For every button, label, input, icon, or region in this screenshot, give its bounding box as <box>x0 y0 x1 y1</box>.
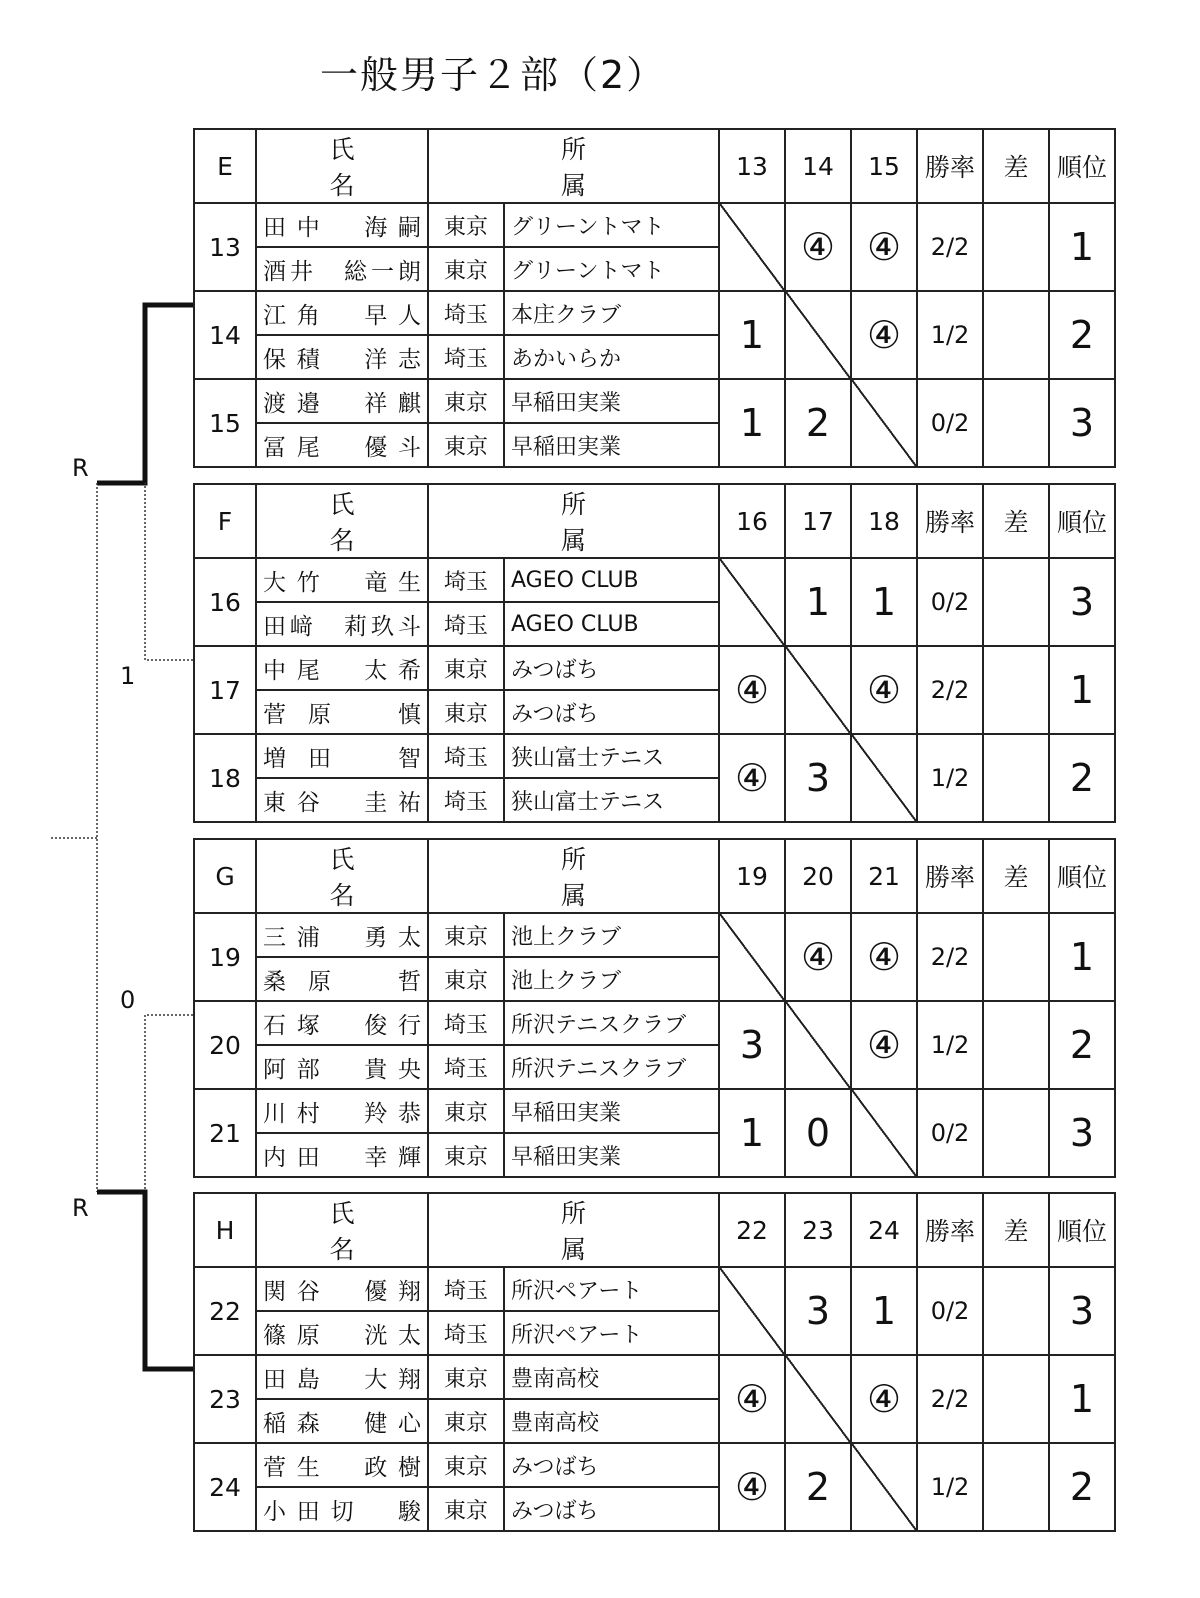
table-row <box>194 203 1115 247</box>
rank: 1 <box>1049 646 1115 734</box>
diagonal-cell <box>851 1089 917 1177</box>
entry-number: 24 <box>194 1443 256 1531</box>
rank: 3 <box>1049 1267 1115 1355</box>
prefecture: 埼玉 <box>428 1267 504 1311</box>
table-row <box>194 291 1115 335</box>
group-letter: H <box>194 1193 256 1267</box>
header-diff: 差 <box>983 129 1049 203</box>
entry-number: 21 <box>194 1089 256 1177</box>
win-rate: 0/2 <box>917 558 983 646</box>
rank: 2 <box>1049 734 1115 822</box>
win-rate: 0/2 <box>917 1267 983 1355</box>
prefecture: 東京 <box>428 1089 504 1133</box>
player-name: 菅生 政樹 <box>256 1443 428 1487</box>
header-col-num: 13 <box>719 129 785 203</box>
prefecture: 東京 <box>428 1399 504 1443</box>
match-score: 1 <box>719 291 785 379</box>
diagonal-cell <box>851 734 917 822</box>
table-row <box>194 646 1115 690</box>
table-row <box>194 734 1115 778</box>
club-name: 早稲田実業 <box>504 423 719 467</box>
club-name: 早稲田実業 <box>504 1089 719 1133</box>
group-letter: G <box>194 839 256 913</box>
player-name: 田中 海嗣 <box>256 203 428 247</box>
prefecture: 埼玉 <box>428 335 504 379</box>
header-col-num: 22 <box>719 1193 785 1267</box>
club-name: 所沢テニスクラブ <box>504 1045 719 1089</box>
game-diff <box>983 1089 1049 1177</box>
header-col-num: 17 <box>785 484 851 558</box>
win-rate: 0/2 <box>917 379 983 467</box>
rank: 3 <box>1049 1089 1115 1177</box>
diagonal-cell <box>785 291 851 379</box>
group-letter: F <box>194 484 256 558</box>
club-name: 所沢ペアート <box>504 1311 719 1355</box>
game-diff <box>983 913 1049 1001</box>
club-name: AGEO CLUB <box>504 602 719 646</box>
header-rate: 勝率 <box>917 1193 983 1267</box>
player-name: 菅原 慎 <box>256 690 428 734</box>
club-name: 狭山富士テニス <box>504 778 719 822</box>
prefecture: 東京 <box>428 247 504 291</box>
entry-number: 17 <box>194 646 256 734</box>
player-name: 稲森 健心 <box>256 1399 428 1443</box>
table-row <box>194 379 1115 423</box>
table-row <box>194 558 1115 602</box>
club-name: AGEO CLUB <box>504 558 719 602</box>
rank: 2 <box>1049 1001 1115 1089</box>
entry-number: 15 <box>194 379 256 467</box>
table-row <box>194 1001 1115 1045</box>
bracket-label-top: R <box>72 454 89 482</box>
club-name: 早稲田実業 <box>504 1133 719 1177</box>
match-score: 2 <box>785 1443 851 1531</box>
prefecture: 埼玉 <box>428 602 504 646</box>
game-diff <box>983 1355 1049 1443</box>
match-score: ④ <box>719 1355 785 1443</box>
prefecture: 東京 <box>428 203 504 247</box>
entry-number: 23 <box>194 1355 256 1443</box>
player-name: 田﨑 莉玖斗 <box>256 602 428 646</box>
club-name: グリーントマト <box>504 203 719 247</box>
group-table <box>193 1192 1116 1532</box>
header-rate: 勝率 <box>917 839 983 913</box>
game-diff <box>983 734 1049 822</box>
header-col-num: 23 <box>785 1193 851 1267</box>
diagonal-cell <box>785 646 851 734</box>
bracket-lines <box>0 0 200 1598</box>
group-table <box>193 838 1116 1178</box>
bracket-label-bottom: R <box>72 1194 89 1222</box>
header-col-num: 19 <box>719 839 785 913</box>
game-diff <box>983 1443 1049 1531</box>
match-score: 3 <box>719 1001 785 1089</box>
win-rate: 1/2 <box>917 734 983 822</box>
rank: 1 <box>1049 913 1115 1001</box>
diagonal-cell <box>785 1355 851 1443</box>
header-col-num: 18 <box>851 484 917 558</box>
rank: 2 <box>1049 291 1115 379</box>
rank: 2 <box>1049 1443 1115 1531</box>
header-col-num: 15 <box>851 129 917 203</box>
prefecture: 東京 <box>428 913 504 957</box>
win-rate: 2/2 <box>917 913 983 1001</box>
match-score: ④ <box>785 913 851 1001</box>
header-col-num: 16 <box>719 484 785 558</box>
diagonal-cell <box>851 379 917 467</box>
club-name: みつばち <box>504 646 719 690</box>
entry-number: 14 <box>194 291 256 379</box>
player-name: 阿部 貴央 <box>256 1045 428 1089</box>
club-name: 所沢ペアート <box>504 1267 719 1311</box>
page-title: 一般男子２部（2） <box>320 53 667 97</box>
match-score: ④ <box>851 1355 917 1443</box>
prefecture: 埼玉 <box>428 558 504 602</box>
player-name: 川村 羚恭 <box>256 1089 428 1133</box>
player-name: 冨尾 優斗 <box>256 423 428 467</box>
header-diff: 差 <box>983 839 1049 913</box>
match-score: 1 <box>851 558 917 646</box>
prefecture: 東京 <box>428 1443 504 1487</box>
header-diff: 差 <box>983 1193 1049 1267</box>
match-score: 1 <box>719 1089 785 1177</box>
club-name: グリーントマト <box>504 247 719 291</box>
game-diff <box>983 379 1049 467</box>
match-score: ④ <box>719 734 785 822</box>
match-score: 1 <box>719 379 785 467</box>
club-name: 本庄クラブ <box>504 291 719 335</box>
club-name: 豊南高校 <box>504 1355 719 1399</box>
header-affiliation: 所 属 <box>428 1193 719 1267</box>
entry-number: 19 <box>194 913 256 1001</box>
entry-number: 22 <box>194 1267 256 1355</box>
player-name: 小田切 駿 <box>256 1487 428 1531</box>
prefecture: 埼玉 <box>428 734 504 778</box>
club-name: あかいらか <box>504 335 719 379</box>
header-diff: 差 <box>983 484 1049 558</box>
prefecture: 埼玉 <box>428 778 504 822</box>
group-letter: E <box>194 129 256 203</box>
game-diff <box>983 1267 1049 1355</box>
club-name: 早稲田実業 <box>504 379 719 423</box>
match-score: ④ <box>719 1443 785 1531</box>
prefecture: 東京 <box>428 1487 504 1531</box>
win-rate: 2/2 <box>917 203 983 291</box>
diagonal-cell <box>719 558 785 646</box>
club-name: 狭山富士テニス <box>504 734 719 778</box>
bracket-score-f: 1 <box>120 662 136 690</box>
player-name: 大竹 竜生 <box>256 558 428 602</box>
rank: 3 <box>1049 558 1115 646</box>
club-name: 所沢テニスクラブ <box>504 1001 719 1045</box>
win-rate: 2/2 <box>917 646 983 734</box>
match-score: ④ <box>851 1001 917 1089</box>
entry-number: 16 <box>194 558 256 646</box>
prefecture: 東京 <box>428 1133 504 1177</box>
prefecture: 東京 <box>428 646 504 690</box>
header-rank: 順位 <box>1049 484 1115 558</box>
header-rate: 勝率 <box>917 484 983 558</box>
table-row <box>194 1443 1115 1487</box>
player-name: 三浦 勇太 <box>256 913 428 957</box>
club-name: 池上クラブ <box>504 913 719 957</box>
entry-number: 13 <box>194 203 256 291</box>
rank: 1 <box>1049 1355 1115 1443</box>
club-name: みつばち <box>504 1443 719 1487</box>
header-rank: 順位 <box>1049 129 1115 203</box>
diagonal-cell <box>719 913 785 1001</box>
match-score: 3 <box>785 1267 851 1355</box>
player-name: 関谷 優翔 <box>256 1267 428 1311</box>
player-name: 桑原 哲 <box>256 957 428 1001</box>
prefecture: 東京 <box>428 957 504 1001</box>
header-name: 氏 名 <box>256 1193 428 1267</box>
prefecture: 東京 <box>428 690 504 734</box>
win-rate: 2/2 <box>917 1355 983 1443</box>
win-rate: 1/2 <box>917 1443 983 1531</box>
prefecture: 東京 <box>428 1355 504 1399</box>
win-rate: 1/2 <box>917 1001 983 1089</box>
player-name: 保積 洋志 <box>256 335 428 379</box>
diagonal-cell <box>719 1267 785 1355</box>
header-name: 氏 名 <box>256 839 428 913</box>
player-name: 内田 幸輝 <box>256 1133 428 1177</box>
bracket-score-g: 0 <box>120 986 136 1014</box>
win-rate: 0/2 <box>917 1089 983 1177</box>
header-col-num: 24 <box>851 1193 917 1267</box>
header-name: 氏 名 <box>256 129 428 203</box>
entry-number: 18 <box>194 734 256 822</box>
prefecture: 埼玉 <box>428 1001 504 1045</box>
player-name: 田島 大翔 <box>256 1355 428 1399</box>
game-diff <box>983 203 1049 291</box>
game-diff <box>983 1001 1049 1089</box>
header-rate: 勝率 <box>917 129 983 203</box>
win-rate: 1/2 <box>917 291 983 379</box>
match-score: 1 <box>851 1267 917 1355</box>
prefecture: 埼玉 <box>428 1045 504 1089</box>
match-score: 1 <box>785 558 851 646</box>
player-name: 江角 早人 <box>256 291 428 335</box>
header-col-num: 20 <box>785 839 851 913</box>
header-col-num: 14 <box>785 129 851 203</box>
table-row <box>194 1355 1115 1399</box>
header-affiliation: 所 属 <box>428 839 719 913</box>
prefecture: 埼玉 <box>428 291 504 335</box>
diagonal-cell <box>719 203 785 291</box>
group-table <box>193 128 1116 468</box>
prefecture: 埼玉 <box>428 1311 504 1355</box>
table-row <box>194 1089 1115 1133</box>
match-score: 3 <box>785 734 851 822</box>
player-name: 渡邉 祥麒 <box>256 379 428 423</box>
group-table <box>193 483 1116 823</box>
game-diff <box>983 291 1049 379</box>
player-name: 東谷 圭祐 <box>256 778 428 822</box>
rank: 3 <box>1049 379 1115 467</box>
match-score: 0 <box>785 1089 851 1177</box>
header-rank: 順位 <box>1049 839 1115 913</box>
club-name: みつばち <box>504 690 719 734</box>
club-name: 豊南高校 <box>504 1399 719 1443</box>
header-affiliation: 所 属 <box>428 129 719 203</box>
entry-number: 20 <box>194 1001 256 1089</box>
prefecture: 東京 <box>428 379 504 423</box>
diagonal-cell <box>785 1001 851 1089</box>
table-row <box>194 913 1115 957</box>
player-name: 中尾 太希 <box>256 646 428 690</box>
match-score: ④ <box>851 913 917 1001</box>
header-affiliation: 所 属 <box>428 484 719 558</box>
table-row <box>194 1267 1115 1311</box>
match-score: ④ <box>851 291 917 379</box>
header-col-num: 21 <box>851 839 917 913</box>
game-diff <box>983 646 1049 734</box>
match-score: 2 <box>785 379 851 467</box>
match-score: ④ <box>851 203 917 291</box>
match-score: ④ <box>785 203 851 291</box>
game-diff <box>983 558 1049 646</box>
match-score: ④ <box>851 646 917 734</box>
club-name: 池上クラブ <box>504 957 719 1001</box>
diagonal-cell <box>851 1443 917 1531</box>
player-name: 酒井 総一朗 <box>256 247 428 291</box>
club-name: みつばち <box>504 1487 719 1531</box>
player-name: 石塚 俊行 <box>256 1001 428 1045</box>
player-name: 篠原 洸太 <box>256 1311 428 1355</box>
rank: 1 <box>1049 203 1115 291</box>
player-name: 増田 智 <box>256 734 428 778</box>
match-score: ④ <box>719 646 785 734</box>
header-rank: 順位 <box>1049 1193 1115 1267</box>
header-name: 氏 名 <box>256 484 428 558</box>
prefecture: 東京 <box>428 423 504 467</box>
